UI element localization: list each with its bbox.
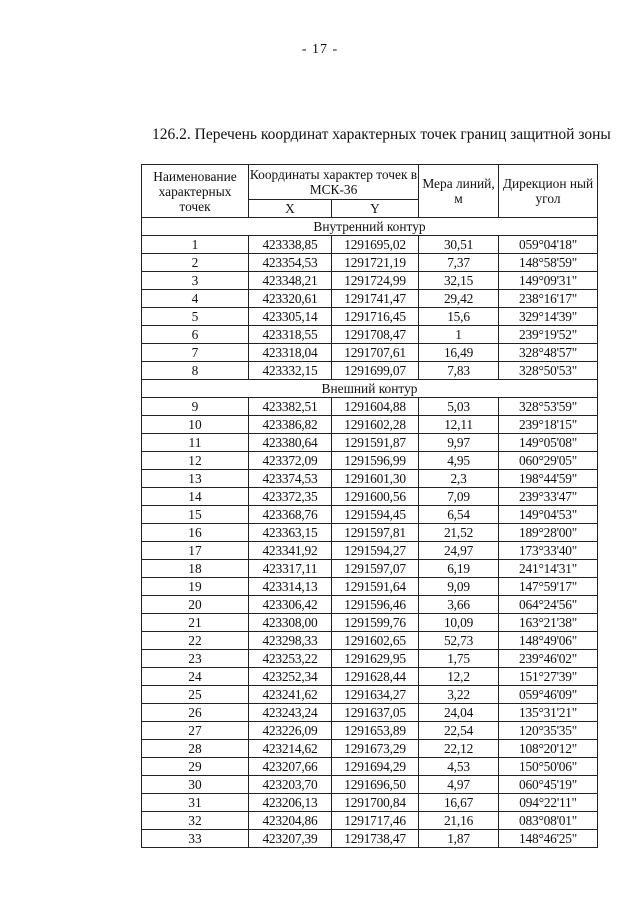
line-length: 6,54 [419, 506, 499, 524]
table-row [142, 362, 598, 380]
point-number: 28 [142, 740, 249, 758]
point-number: 11 [142, 434, 249, 452]
line-length: 9,97 [419, 434, 499, 452]
point-number: 14 [142, 488, 249, 506]
x-coordinate: 423252,34 [249, 668, 332, 686]
table-row [142, 596, 598, 614]
line-length: 22,54 [419, 722, 499, 740]
line-length: 24,97 [419, 542, 499, 560]
section-row [142, 380, 598, 398]
header-direction-angle: Дирекцион ный угол [499, 165, 598, 218]
line-length: 21,16 [419, 812, 499, 830]
table-row [142, 290, 598, 308]
table-row [142, 344, 598, 362]
table-row [142, 254, 598, 272]
x-coordinate: 423380,64 [249, 434, 332, 452]
point-number: 23 [142, 650, 249, 668]
y-coordinate: 1291628,44 [332, 668, 419, 686]
line-length: 12,11 [419, 416, 499, 434]
y-coordinate: 1291741,47 [332, 290, 419, 308]
x-coordinate: 423372,35 [249, 488, 332, 506]
y-coordinate: 1291716,45 [332, 308, 419, 326]
line-length: 2,3 [419, 470, 499, 488]
x-coordinate: 423253,22 [249, 650, 332, 668]
direction-angle: 147°59'17" [499, 578, 598, 596]
line-length: 29,42 [419, 290, 499, 308]
point-number: 20 [142, 596, 249, 614]
point-number: 26 [142, 704, 249, 722]
point-number: 12 [142, 452, 249, 470]
coordinates-table [141, 164, 598, 848]
line-length: 21,52 [419, 524, 499, 542]
table-row [142, 704, 598, 722]
line-length: 22,12 [419, 740, 499, 758]
y-coordinate: 1291594,45 [332, 506, 419, 524]
direction-angle: 239°18'15" [499, 416, 598, 434]
point-number: 30 [142, 776, 249, 794]
y-coordinate: 1291591,87 [332, 434, 419, 452]
table-row [142, 326, 598, 344]
point-number: 4 [142, 290, 249, 308]
table-row [142, 722, 598, 740]
x-coordinate: 423314,13 [249, 578, 332, 596]
y-coordinate: 1291604,88 [332, 398, 419, 416]
table-row [142, 308, 598, 326]
x-coordinate: 423241,62 [249, 686, 332, 704]
line-length: 9,09 [419, 578, 499, 596]
y-coordinate: 1291724,99 [332, 272, 419, 290]
direction-angle: 238°16'17" [499, 290, 598, 308]
x-coordinate: 423320,61 [249, 290, 332, 308]
direction-angle: 059°04'18" [499, 236, 598, 254]
direction-angle: 094°22'11" [499, 794, 598, 812]
line-length: 32,15 [419, 272, 499, 290]
x-coordinate: 423207,66 [249, 758, 332, 776]
y-coordinate: 1291594,27 [332, 542, 419, 560]
line-length: 12,2 [419, 668, 499, 686]
direction-angle: 328°48'57" [499, 344, 598, 362]
x-coordinate: 423305,14 [249, 308, 332, 326]
x-coordinate: 423318,55 [249, 326, 332, 344]
point-number: 27 [142, 722, 249, 740]
line-length: 15,6 [419, 308, 499, 326]
y-coordinate: 1291707,61 [332, 344, 419, 362]
direction-angle: 149°04'53" [499, 506, 598, 524]
x-coordinate: 423318,04 [249, 344, 332, 362]
table-row [142, 488, 598, 506]
header-point-name: Наименование характерных точек [142, 165, 249, 218]
x-coordinate: 423372,09 [249, 452, 332, 470]
header-x: X [249, 200, 332, 218]
point-number: 8 [142, 362, 249, 380]
direction-angle: 083°08'01" [499, 812, 598, 830]
table-row [142, 686, 598, 704]
line-length: 1,75 [419, 650, 499, 668]
x-coordinate: 423354,53 [249, 254, 332, 272]
table-row [142, 614, 598, 632]
line-length: 4,53 [419, 758, 499, 776]
coordinates-table-body [142, 218, 598, 848]
y-coordinate: 1291637,05 [332, 704, 419, 722]
y-coordinate: 1291700,84 [332, 794, 419, 812]
direction-angle: 059°46'09" [499, 686, 598, 704]
point-number: 32 [142, 812, 249, 830]
table-row [142, 506, 598, 524]
point-number: 6 [142, 326, 249, 344]
direction-angle: 329°14'39" [499, 308, 598, 326]
header-y: Y [332, 200, 419, 218]
line-length: 3,66 [419, 596, 499, 614]
line-length: 3,22 [419, 686, 499, 704]
x-coordinate: 423341,92 [249, 542, 332, 560]
point-number: 13 [142, 470, 249, 488]
y-coordinate: 1291597,81 [332, 524, 419, 542]
point-number: 31 [142, 794, 249, 812]
y-coordinate: 1291738,47 [332, 830, 419, 848]
line-length: 24,04 [419, 704, 499, 722]
direction-angle: 120°35'35" [499, 722, 598, 740]
y-coordinate: 1291596,46 [332, 596, 419, 614]
line-length: 30,51 [419, 236, 499, 254]
y-coordinate: 1291599,76 [332, 614, 419, 632]
direction-angle: 328°50'53" [499, 362, 598, 380]
table-row [142, 812, 598, 830]
point-number: 16 [142, 524, 249, 542]
table-row [142, 416, 598, 434]
section-title: Внутренний контур [142, 218, 598, 236]
x-coordinate: 423368,76 [249, 506, 332, 524]
y-coordinate: 1291601,30 [332, 470, 419, 488]
y-coordinate: 1291717,46 [332, 812, 419, 830]
direction-angle: 108°20'12" [499, 740, 598, 758]
direction-angle: 189°28'00" [499, 524, 598, 542]
header-coordinates: Координаты характер точек в МСК-36 [249, 165, 419, 200]
point-number: 1 [142, 236, 249, 254]
direction-angle: 239°33'47" [499, 488, 598, 506]
y-coordinate: 1291708,47 [332, 326, 419, 344]
y-coordinate: 1291591,64 [332, 578, 419, 596]
point-number: 33 [142, 830, 249, 848]
x-coordinate: 423363,15 [249, 524, 332, 542]
line-length: 16,49 [419, 344, 499, 362]
line-length: 1 [419, 326, 499, 344]
y-coordinate: 1291596,99 [332, 452, 419, 470]
section-heading: 126.2. Перечень координат характерных точек границ защитной зоны [152, 126, 611, 143]
direction-angle: 148°49'06" [499, 632, 598, 650]
y-coordinate: 1291602,28 [332, 416, 419, 434]
line-length: 4,97 [419, 776, 499, 794]
y-coordinate: 1291600,56 [332, 488, 419, 506]
point-number: 25 [142, 686, 249, 704]
table-row [142, 632, 598, 650]
x-coordinate: 423204,86 [249, 812, 332, 830]
table-row [142, 470, 598, 488]
point-number: 7 [142, 344, 249, 362]
point-number: 9 [142, 398, 249, 416]
direction-angle: 151°27'39" [499, 668, 598, 686]
point-number: 15 [142, 506, 249, 524]
direction-angle: 163°21'38" [499, 614, 598, 632]
table-row [142, 650, 598, 668]
line-length: 52,73 [419, 632, 499, 650]
table-row [142, 740, 598, 758]
direction-angle: 241°14'31" [499, 560, 598, 578]
table-row [142, 560, 598, 578]
x-coordinate: 423374,53 [249, 470, 332, 488]
table-row [142, 524, 598, 542]
x-coordinate: 423298,33 [249, 632, 332, 650]
y-coordinate: 1291602,65 [332, 632, 419, 650]
x-coordinate: 423332,15 [249, 362, 332, 380]
point-number: 18 [142, 560, 249, 578]
section-title: Внешний контур [142, 380, 598, 398]
line-length: 7,37 [419, 254, 499, 272]
point-number: 17 [142, 542, 249, 560]
direction-angle: 060°29'05" [499, 452, 598, 470]
direction-angle: 239°46'02" [499, 650, 598, 668]
direction-angle: 328°53'59" [499, 398, 598, 416]
line-length: 5,03 [419, 398, 499, 416]
section-row [142, 218, 598, 236]
table-row [142, 398, 598, 416]
table-row [142, 758, 598, 776]
x-coordinate: 423203,70 [249, 776, 332, 794]
line-length: 7,83 [419, 362, 499, 380]
table-row [142, 578, 598, 596]
point-number: 24 [142, 668, 249, 686]
x-coordinate: 423306,42 [249, 596, 332, 614]
x-coordinate: 423308,00 [249, 614, 332, 632]
direction-angle: 148°46'25" [499, 830, 598, 848]
line-length: 10,09 [419, 614, 499, 632]
direction-angle: 135°31'21" [499, 704, 598, 722]
line-length: 4,95 [419, 452, 499, 470]
y-coordinate: 1291721,19 [332, 254, 419, 272]
table-row [142, 830, 598, 848]
table-row [142, 542, 598, 560]
y-coordinate: 1291634,27 [332, 686, 419, 704]
direction-angle: 060°45'19" [499, 776, 598, 794]
point-number: 10 [142, 416, 249, 434]
page-number: - 17 - [301, 42, 339, 57]
x-coordinate: 423348,21 [249, 272, 332, 290]
direction-angle: 148°58'59" [499, 254, 598, 272]
point-number: 22 [142, 632, 249, 650]
x-coordinate: 423338,85 [249, 236, 332, 254]
direction-angle: 149°09'31" [499, 272, 598, 290]
point-number: 2 [142, 254, 249, 272]
point-number: 19 [142, 578, 249, 596]
x-coordinate: 423226,09 [249, 722, 332, 740]
y-coordinate: 1291694,29 [332, 758, 419, 776]
direction-angle: 239°19'52" [499, 326, 598, 344]
table-row [142, 434, 598, 452]
point-number: 3 [142, 272, 249, 290]
x-coordinate: 423317,11 [249, 560, 332, 578]
x-coordinate: 423243,24 [249, 704, 332, 722]
point-number: 29 [142, 758, 249, 776]
direction-angle: 064°24'56" [499, 596, 598, 614]
y-coordinate: 1291629,95 [332, 650, 419, 668]
x-coordinate: 423207,39 [249, 830, 332, 848]
point-number: 5 [142, 308, 249, 326]
table-row [142, 236, 598, 254]
y-coordinate: 1291699,07 [332, 362, 419, 380]
line-length: 1,87 [419, 830, 499, 848]
line-length: 6,19 [419, 560, 499, 578]
x-coordinate: 423386,82 [249, 416, 332, 434]
direction-angle: 149°05'08" [499, 434, 598, 452]
y-coordinate: 1291673,29 [332, 740, 419, 758]
table-row [142, 776, 598, 794]
header-line-length: Мера линий, м [419, 165, 499, 218]
direction-angle: 173°33'40" [499, 542, 598, 560]
y-coordinate: 1291696,50 [332, 776, 419, 794]
direction-angle: 198°44'59" [499, 470, 598, 488]
direction-angle: 150°50'06" [499, 758, 598, 776]
x-coordinate: 423206,13 [249, 794, 332, 812]
x-coordinate: 423382,51 [249, 398, 332, 416]
line-length: 16,67 [419, 794, 499, 812]
table-row [142, 452, 598, 470]
y-coordinate: 1291695,02 [332, 236, 419, 254]
table-row [142, 668, 598, 686]
table-row [142, 794, 598, 812]
line-length: 7,09 [419, 488, 499, 506]
x-coordinate: 423214,62 [249, 740, 332, 758]
y-coordinate: 1291597,07 [332, 560, 419, 578]
y-coordinate: 1291653,89 [332, 722, 419, 740]
table-row [142, 272, 598, 290]
point-number: 21 [142, 614, 249, 632]
